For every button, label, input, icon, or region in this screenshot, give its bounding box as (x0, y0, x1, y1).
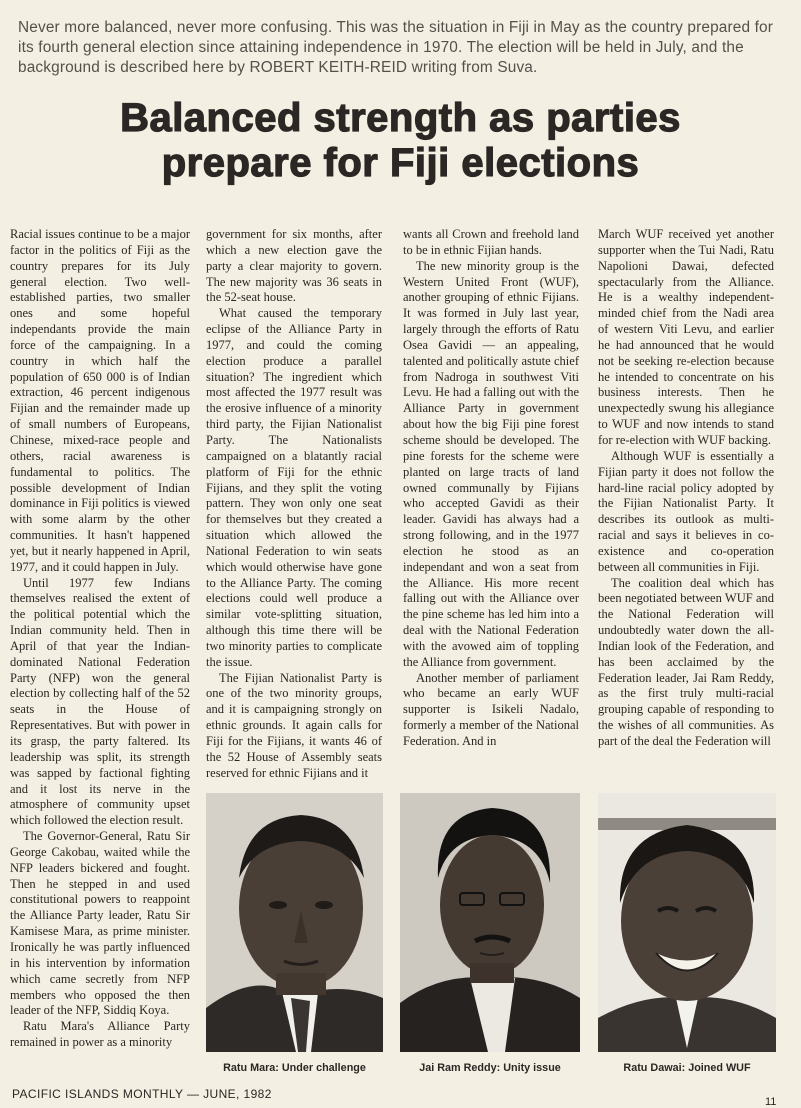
caption-ratu-dawai: Ratu Dawai: Joined WUF (623, 1062, 751, 1074)
article-column-1 (10, 227, 190, 1051)
paragraph: The coalition deal which has been negotiated between WUF and the National Federation will undoubtedly water down the all-Indian look of the Federation, and has been acclaimed by the Federation leader, Jai Ram Reddy, as the first truly multi-racial grouping capable of responding to the wishes of all communities. As part of the deal the Federation will (598, 575, 774, 748)
photo-jai-ram-reddy (400, 793, 580, 1052)
portrait-jai-ram-reddy (400, 793, 580, 1052)
portrait-ratu-dawai (598, 793, 776, 1052)
paragraph: Another member of parliament who became an early WUF supporter is Isikeli Nadalo, formerly a member of the National Federation. And in (403, 670, 579, 748)
caption-ratu-mara: Ratu Mara: Under challenge (223, 1062, 366, 1074)
article-column-3 (403, 227, 579, 750)
headline-line-1: Balanced strength as parties (120, 96, 681, 140)
paragraph: The Fijian Nationalist Party is one of the two minority groups, and it is campaigning strongly on ethnic grounds. It again calls for Fiji for the Fijians, it wants 46 of the 52 House of Assembly seats reserved for ethnic Fijians and it (206, 670, 382, 780)
paragraph: March WUF received yet another supporter when the Tui Nadi, Ratu Napolioni Dawai, defected spectacularly from the Alliance. He is a wealthy independent-minded chief from the Nadi area of western Viti Levu, and earlier he had announced that he would not be seeking re-election because he intended to concentrate on his business interests. Then he unexpectedly swung his allegiance to WUF and now intends to stand for re-election with WUF backing. (598, 227, 774, 447)
paragraph: The Governor-General, Ratu Sir George Cakobau, waited while the NFP leaders bickered and fought. Then he stepped in and used constitutional powers to reappoint the Alliance Party leader, Ratu Sir Kamisese Mara, as prime minister. Ironically he was partly influenced in his intervention by information which came secretly from NFP members who opposed the then leader of the NFP, Siddiq Koya. (10, 829, 190, 1018)
article-column-4 (598, 227, 774, 750)
intro-standfirst: Never more balanced, never more confusing. This was the situation in Fiji in May as the country prepared for its fourth general election since attaining independence in 1970. The election will be held in July, and the background is described here by ROBERT KEITH-REID writing from Suva. (18, 19, 774, 76)
headline-line-2: prepare for Fiji elections (161, 141, 640, 185)
caption-jai-ram-reddy: Jai Ram Reddy: Unity issue (419, 1062, 561, 1074)
paragraph: What caused the temporary eclipse of the Alliance Party in 1977, and could the coming election produce a parallel situation? The ingredient which most affected the 1977 result was the erosive influence of a minority third party, the Fijian Nationalist Party. The Nationalists campaigned on a blatantly racial platform of Fiji for the ethnic Fijians, and they split the voting pattern. They won only one seat for themselves but they created a situation which allowed the National Federation to win seats which would otherwise have gone to the Alliance Party. The coming elections could well produce a similar vote-splitting situation, although this time there will be two minority parties to complicate the issue. (206, 306, 382, 669)
article-headline (0, 96, 801, 186)
paragraph: Racial issues continue to be a major factor in the politics of Fiji as the country prepares for its July general election. Two well-established parties, two smaller ones and some hopeful independants provide the main force of the campaigning. In a country in which half the population of 650 000 is of Indian extraction, 46 percent indigenous Fijian and the remainder made up of small numbers of Europeans, Chinese, mixed-race people and others, racial awareness is fundamental to politics. The possible development of Indian dominance in Fiji politics is viewed with some alarm by the other communities. It hasn't happened yet, but it nearly happened in April, 1977, and it could happen in July. (10, 227, 190, 574)
paragraph: wants all Crown and freehold land to be in ethnic Fijian hands. (403, 227, 579, 257)
page-number: 11 (765, 1096, 777, 1108)
photo-ratu-mara (206, 793, 383, 1052)
footer-publication-line: PACIFIC ISLANDS MONTHLY — JUNE, 1982 (12, 1087, 272, 1101)
paragraph: The new minority group is the Western United Front (WUF), another grouping of ethnic Fijians. It was formed in July last year, largely through the efforts of Ratu Osea Gavidi — an appealing, talented and politically astute chief from Nadroga in southwest Viti Levu. He had a falling out with the Alliance Party in government about how the big Fiji pine forest scheme should be developed. The pine forests for the scheme were planted on large tracts of land owned communally by Fijians who accepted Gavidi as their leader. Gavidi has always had a strong following, and in the 1977 election he stood as an independant and won a seat from the Alliance. His more recent falling out with the Alliance over the pine scheme has led him into a deal with the National Federation with the avowed aim of toppling the Alliance from government. (403, 258, 579, 669)
paragraph: Ratu Mara's Alliance Party remained in power as a minority (10, 1019, 190, 1050)
photo-ratu-dawai (598, 793, 776, 1052)
paragraph: Although WUF is essentially a Fijian party it does not follow the hard-line racial policy adopted by the Fijian Nationalist Party. It describes its outlook as multi-racial and says it believes in co-existence and co-operation between all communities in Fiji. (598, 448, 774, 574)
article-column-2 (206, 227, 382, 782)
portrait-ratu-mara (206, 793, 383, 1052)
paragraph: government for six months, after which a new election gave the party a clear majority to govern. The new majority was 36 seats in the 52-seat house. (206, 227, 382, 305)
paragraph: Until 1977 few Indians themselves realised the extent of the political potential which the Indian community held. Then in April of that year the Indian-dominated National Federation Party (NFP) won the general election by collecting half of the 52 seats in the House of Representatives. But with power in its grasp, the party faltered. Its leadership was split, its strength was sapped by factional fighting and it lost its nerve in the atmosphere of community upset which followed the election result. (10, 575, 190, 828)
